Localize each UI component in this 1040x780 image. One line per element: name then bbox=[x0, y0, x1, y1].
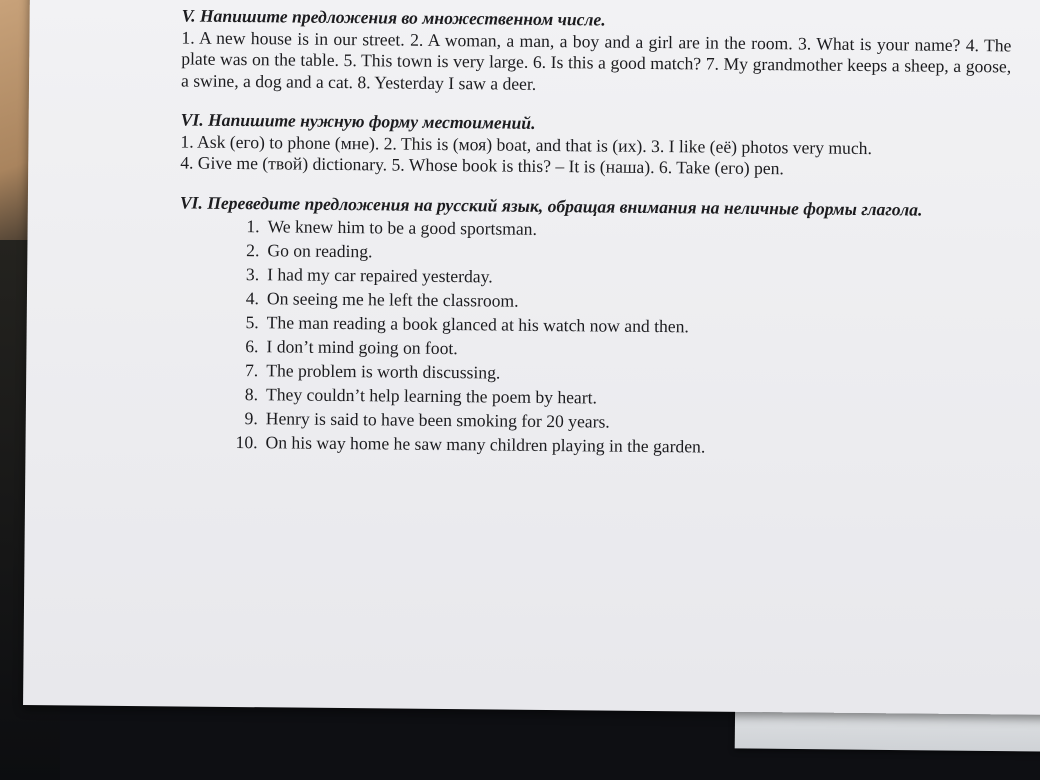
list-item-number: 10. bbox=[235, 431, 258, 453]
section-translate bbox=[177, 192, 1009, 461]
list-item-text: We knew him to be a good sportsman. bbox=[267, 216, 538, 239]
worksheet-page bbox=[23, 0, 1040, 715]
list-item-number: 9. bbox=[244, 408, 258, 429]
list-item-number: 6. bbox=[245, 336, 259, 357]
section-pronouns-line-1: 1. Ask (его) to phone (мне). 2. This is (моя) boat, and that is (их). 3. I like (её) photos very much. bbox=[180, 130, 873, 158]
list-item-number: 1. bbox=[246, 216, 260, 237]
list-item-text: On his way home he saw many children playing in the garden. bbox=[265, 432, 706, 457]
section-pronouns-line-2: 4. Give me (твой) dictionary. 5. Whose book is this? – It is (наша). 6. Take (его) pen. bbox=[180, 152, 784, 179]
section-plural bbox=[181, 5, 1012, 99]
list-item-text: Henry is said to have been smoking for 20 years. bbox=[265, 408, 610, 432]
list-item-number: 2. bbox=[246, 240, 260, 261]
list-item-number: 5. bbox=[245, 312, 259, 333]
list-item-text: The man reading a book glanced at his watch now and then. bbox=[266, 312, 689, 337]
section-pronouns bbox=[180, 109, 1011, 181]
list-item-number: 7. bbox=[244, 360, 259, 381]
list-item-text: I had my car repaired yesterday. bbox=[267, 264, 493, 287]
section-plural-heading: V. Напишите предложения во множественном числе. bbox=[181, 5, 606, 30]
list-item-number: 4. bbox=[245, 288, 260, 309]
list-item-text: On seeing me he left the classroom. bbox=[266, 288, 519, 311]
list-item-number: 8. bbox=[244, 384, 259, 405]
section-pronouns-heading: VI. Напишите нужную форму местоимений. bbox=[180, 109, 536, 133]
section-translate-heading: VI. Переведите предложения на русский язык, обращая внимания на неличные формы глагола. bbox=[179, 191, 923, 220]
list-item-text: Go on reading. bbox=[267, 240, 373, 262]
translate-list bbox=[229, 214, 1009, 461]
list-item-text: I don’t mind going on foot. bbox=[266, 336, 458, 359]
worksheet-content bbox=[177, 5, 1011, 479]
list-item-text: The problem is worth discussing. bbox=[266, 360, 501, 383]
section-plural-text: 1. A new house is in our street. 2. A woman, a man, a boy and a girl are in the room. 3. What is your name? 4. The plate was on the table. 5. This town is very large. 6. Is this a good match? 7. My grandmother keeps a sheep, a goose, a swine, a dog and a cat. 8. Yesterday I saw a deer. bbox=[180, 26, 1012, 94]
list-item-text: They couldn’t help learning the poem by heart. bbox=[265, 384, 598, 408]
list-item-number: 3. bbox=[245, 264, 260, 285]
